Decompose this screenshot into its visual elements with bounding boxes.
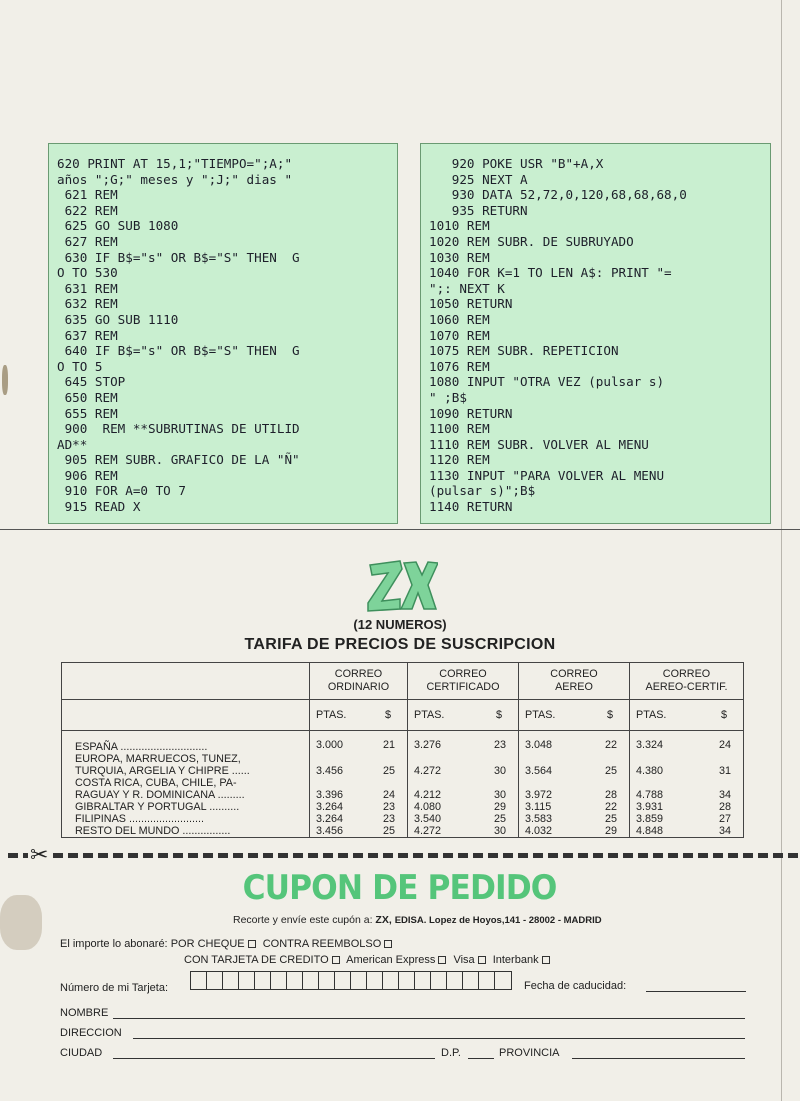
price-cell <box>408 753 518 777</box>
price-cell <box>408 813 518 825</box>
price-ptas: 4.080 <box>414 801 442 813</box>
price-usd: 28 <box>718 801 731 813</box>
page-edge <box>781 0 782 1101</box>
price-usd: 34 <box>718 789 731 801</box>
country-name: GIBRALTAR Y PORTUGAL .......... <box>75 801 240 813</box>
code-line: 1020 REM SUBR. DE SUBRUYADO <box>429 233 634 249</box>
address-label: DIRECCION <box>60 1027 122 1039</box>
currency-header <box>519 709 629 721</box>
price-cell <box>519 777 629 801</box>
cut-line <box>8 853 798 858</box>
code-line: ";: NEXT K <box>429 280 505 296</box>
code-line: 622 REM <box>57 202 118 218</box>
rates-table <box>61 662 744 838</box>
divider <box>0 529 800 530</box>
code-line: 1030 REM <box>429 249 490 265</box>
code-line: 1080 INPUT "OTRA VEZ (pulsar s) <box>429 374 665 390</box>
price-cell <box>310 825 407 837</box>
country-name: EUROPA, MARRUECOS, TUNEZ, <box>75 753 241 765</box>
code-line: 906 REM <box>57 467 118 483</box>
postcode-field[interactable] <box>468 1058 494 1059</box>
price-ptas: 3.000 <box>316 739 344 751</box>
payment-row-1: El importe lo abonaré: POR CHEQUE CONTRA REEMBOLSO <box>60 938 396 950</box>
code-line: 621 REM <box>57 187 118 203</box>
table-row <box>62 753 744 777</box>
postcode-label: D.P. <box>441 1047 461 1059</box>
column-header: CORREO <box>439 668 487 680</box>
code-line: años ";G;" meses y ";J;" dias " <box>57 171 293 187</box>
code-line: 637 REM <box>57 327 118 343</box>
code-listing-right <box>420 143 771 524</box>
price-cell <box>630 731 743 751</box>
price-usd: 23 <box>382 813 395 825</box>
column-header: ORDINARIO <box>327 681 390 693</box>
price-cell <box>519 801 629 813</box>
country-name: ESPAÑA ............................. <box>75 741 208 753</box>
code-line: 1090 RETURN <box>429 405 513 421</box>
price-usd: 25 <box>604 813 617 825</box>
column-header: CORREO <box>550 668 598 680</box>
price-ptas: 3.324 <box>636 739 664 751</box>
price-ptas: 3.264 <box>316 801 344 813</box>
currency-ptas: PTAS. <box>414 709 445 721</box>
column-header: CORREO <box>334 668 383 680</box>
price-ptas: 3.583 <box>525 813 553 825</box>
price-cell <box>519 825 629 837</box>
payment-row-2: CON TARJETA DE CREDITO American Express Visa Interbank <box>184 954 554 966</box>
price-usd: 25 <box>382 825 395 837</box>
rates-title: TARIFA DE PRECIOS DE SUSCRIPCION <box>244 636 556 653</box>
code-line: 1076 REM <box>429 358 490 374</box>
country-name: FILIPINAS ......................... <box>75 813 204 825</box>
code-listing-left <box>48 143 398 524</box>
currency-ptas: PTAS. <box>636 709 667 721</box>
price-cell <box>630 753 743 777</box>
coupon-title: CUPON DE PEDIDO <box>243 868 557 908</box>
province-field[interactable] <box>572 1058 745 1059</box>
code-line: (pulsar s)";B$ <box>429 483 536 499</box>
price-usd: 28 <box>604 789 617 801</box>
price-ptas: 3.115 <box>525 801 552 813</box>
column-header: AEREO-CERTIF. <box>645 681 728 693</box>
code-line: 645 STOP <box>57 374 126 390</box>
visa-checkbox[interactable] <box>478 956 486 964</box>
price-ptas: 3.456 <box>316 765 344 777</box>
issue-count: (12 NUMEROS) <box>353 617 447 632</box>
code-line: 935 RETURN <box>429 202 528 218</box>
price-usd: 22 <box>604 739 617 751</box>
price-ptas: 3.276 <box>414 739 442 751</box>
coupon-instruction: Recorte y envíe este cupón a: ZX, EDISA. Lopez de Hoyos,141 - 28002 - MADRID <box>233 914 602 926</box>
price-usd: 34 <box>718 825 731 837</box>
code-line: 1120 REM <box>429 452 490 468</box>
code-line: 627 REM <box>57 233 118 249</box>
code-line: 1100 REM <box>429 421 490 437</box>
price-ptas: 3.456 <box>316 825 344 837</box>
code-line: 632 REM <box>57 296 118 312</box>
expiry-field[interactable] <box>646 991 746 992</box>
price-usd: 24 <box>718 739 731 751</box>
province-label: PROVINCIA <box>499 1047 560 1059</box>
price-usd: 24 <box>382 789 395 801</box>
currency-header <box>310 709 407 721</box>
city-label: CIUDAD <box>60 1047 103 1059</box>
code-line: 625 GO SUB 1080 <box>57 218 179 234</box>
price-usd: 25 <box>493 813 506 825</box>
price-ptas: 3.264 <box>316 813 344 825</box>
price-usd: 29 <box>604 825 617 837</box>
code-line: 920 POKE USR "B"+A,X <box>429 156 604 171</box>
price-usd: 25 <box>382 765 395 777</box>
price-ptas: 3.972 <box>525 789 553 801</box>
price-ptas: 3.859 <box>636 813 664 825</box>
code-line: 915 READ X <box>57 499 141 515</box>
price-cell <box>630 813 743 825</box>
price-cell <box>310 777 407 801</box>
currency-usd: $ <box>384 709 391 721</box>
tarjeta-checkbox[interactable] <box>332 956 340 964</box>
card-number-label: Número de mi Tarjeta: <box>60 982 169 994</box>
name-field[interactable] <box>113 1018 745 1019</box>
price-cell <box>408 731 518 751</box>
price-ptas: 3.931 <box>636 801 664 813</box>
price-ptas: 4.788 <box>636 789 664 801</box>
cheque-checkbox[interactable] <box>248 940 256 948</box>
name-label: NOMBRE <box>60 1007 109 1019</box>
price-usd: 30 <box>493 789 506 801</box>
reembolso-checkbox[interactable] <box>384 940 392 948</box>
price-ptas: 4.272 <box>414 765 442 777</box>
table-row <box>62 731 744 754</box>
code-line: 910 FOR A=0 TO 7 <box>57 483 186 499</box>
column-header: CORREO <box>662 668 711 680</box>
country-name: TURQUIA, ARGELIA Y CHIPRE ...... <box>75 765 250 777</box>
price-cell <box>408 825 518 837</box>
price-ptas: 4.380 <box>636 765 664 777</box>
currency-ptas: PTAS. <box>316 709 347 721</box>
price-cell <box>630 801 743 813</box>
zx-logo <box>366 557 438 615</box>
price-cell <box>519 813 629 825</box>
code-line: 1040 FOR K=1 TO LEN A$: PRINT "= <box>429 265 672 281</box>
code-line: 620 PRINT AT 15,1;"TIEMPO=";A;" <box>57 156 293 171</box>
price-usd: 30 <box>493 825 506 837</box>
code-line: 635 GO SUB 1110 <box>57 311 179 327</box>
code-line: 630 IF B$="s" OR B$="S" THEN G <box>57 249 300 265</box>
price-ptas: 4.848 <box>636 825 664 837</box>
price-ptas: 3.564 <box>525 765 553 777</box>
code-line: 650 REM <box>57 389 118 405</box>
code-line: 900 REM **SUBRUTINAS DE UTILID <box>57 421 300 437</box>
code-line: 930 DATA 52,72,0,120,68,68,68,0 <box>429 187 687 203</box>
price-usd: 31 <box>718 765 731 777</box>
price-ptas: 4.212 <box>414 789 442 801</box>
code-line: 925 NEXT A <box>429 171 528 187</box>
code-line: O TO 5 <box>57 358 103 374</box>
price-cell <box>310 731 407 751</box>
price-cell <box>310 801 407 813</box>
table-row <box>62 801 744 813</box>
code-line: 1010 REM <box>429 218 490 234</box>
price-cell <box>408 777 518 801</box>
price-usd: 25 <box>604 765 617 777</box>
price-usd: 23 <box>493 739 506 751</box>
price-ptas: 4.032 <box>525 825 553 837</box>
price-usd: 23 <box>382 801 395 813</box>
price-usd: 29 <box>493 801 506 813</box>
column-header: AEREO <box>555 681 593 693</box>
code-line: 1140 RETURN <box>429 499 513 515</box>
price-usd: 21 <box>382 739 395 751</box>
code-line: 640 IF B$="s" OR B$="S" THEN G <box>57 343 300 359</box>
card-number-field[interactable] <box>190 971 512 990</box>
city-field[interactable] <box>113 1058 435 1059</box>
currency-header <box>408 709 518 721</box>
price-ptas: 3.048 <box>525 739 553 751</box>
interbank-checkbox[interactable] <box>542 956 550 964</box>
price-ptas: 4.272 <box>414 825 442 837</box>
stain <box>2 365 8 395</box>
price-usd: 22 <box>604 801 617 813</box>
code-line: 1050 RETURN <box>429 296 513 312</box>
column-header: CERTIFICADO <box>426 681 500 693</box>
currency-usd: $ <box>495 709 502 721</box>
code-line: AD** <box>57 436 88 452</box>
price-ptas: 3.540 <box>414 813 442 825</box>
currency-usd: $ <box>720 709 727 721</box>
table-row <box>62 825 744 838</box>
price-ptas: 3.396 <box>316 789 344 801</box>
price-cell <box>519 753 629 777</box>
code-line: 631 REM <box>57 280 118 296</box>
price-usd: 27 <box>718 813 731 825</box>
country-name: RESTO DEL MUNDO ................ <box>75 825 231 837</box>
price-cell <box>519 731 629 751</box>
price-usd: 30 <box>493 765 506 777</box>
country-name: COSTA RICA, CUBA, CHILE, PA- <box>75 777 237 789</box>
code-line: 655 REM <box>57 405 118 421</box>
table-row <box>62 813 744 825</box>
code-line: 1075 REM SUBR. REPETICION <box>429 343 619 359</box>
code-line: " ;B$ <box>429 389 467 405</box>
price-cell <box>408 801 518 813</box>
code-line: O TO 530 <box>57 265 118 281</box>
scissors-icon: ✂ <box>30 842 49 867</box>
currency-ptas: PTAS. <box>525 709 556 721</box>
expiry-label: Fecha de caducidad: <box>524 980 627 992</box>
address-field[interactable] <box>133 1038 745 1039</box>
code-line: 1130 INPUT "PARA VOLVER AL MENU <box>429 467 665 483</box>
code-line: 1110 REM SUBR. VOLVER AL MENU <box>429 436 649 452</box>
currency-header <box>630 709 743 721</box>
code-line: 1060 REM <box>429 311 490 327</box>
code-line: 1070 REM <box>429 327 490 343</box>
table-row <box>62 777 744 801</box>
price-cell <box>630 825 743 837</box>
country-name: RAGUAY Y R. DOMINICANA ......... <box>75 789 245 801</box>
currency-usd: $ <box>606 709 613 721</box>
price-cell <box>310 753 407 777</box>
amex-checkbox[interactable] <box>438 956 446 964</box>
price-cell <box>310 813 407 825</box>
code-line: 905 REM SUBR. GRAFICO DE LA "Ñ" <box>57 452 300 468</box>
price-cell <box>630 777 743 801</box>
